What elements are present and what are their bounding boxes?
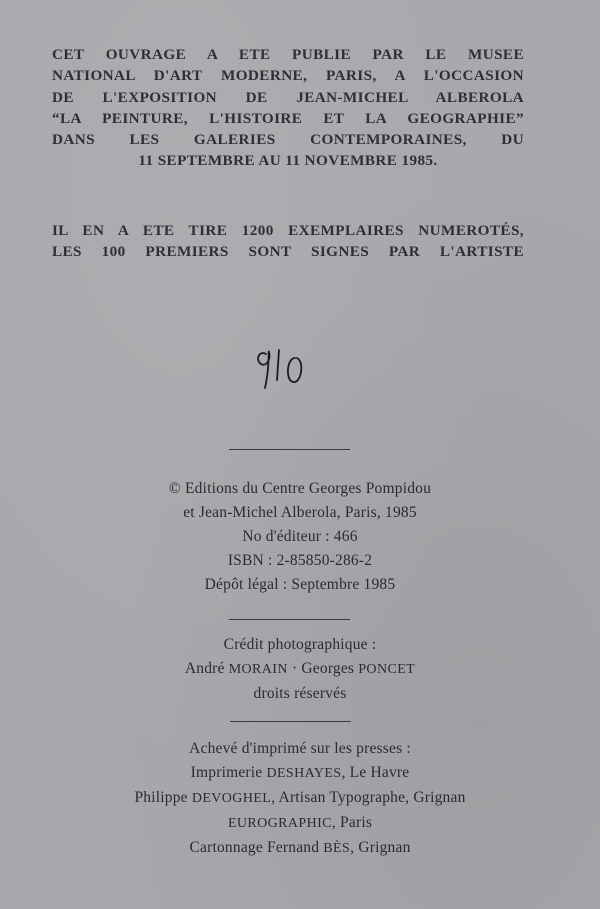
publisher-number: No d'éditeur : 466 bbox=[242, 528, 358, 545]
printer-2-caps: DEVOGHEL bbox=[191, 791, 272, 806]
printer-line-2 bbox=[40, 786, 560, 811]
photo-credit-names bbox=[40, 657, 560, 682]
printing-info bbox=[40, 737, 560, 861]
legal-deposit: Dépôt légal : Septembre 1985 bbox=[204, 576, 396, 593]
publication-notice bbox=[52, 44, 524, 172]
copyright-line: © Editions du Centre Georges Pompidou bbox=[168, 480, 432, 497]
printer-4-caps: BÈS bbox=[323, 841, 351, 856]
notice-line-6: 11 SEPTEMBRE AU 11 NOVEMBRE 1985. bbox=[138, 152, 438, 170]
printer-3-caps: EUROGRAPHIC bbox=[227, 816, 332, 831]
publisher-info bbox=[40, 477, 560, 597]
edition-line-2: LES 100 PREMIERS SONT SIGNES PAR L'ARTISTE bbox=[52, 243, 524, 261]
printer-2-b: , Artisan Typographe, Grignan bbox=[271, 789, 466, 806]
notice-line-5: DANS LES GALERIES CONTEMPORAINES, DU bbox=[52, 131, 524, 149]
printing-heading: Achevé d'imprimé sur les presses : bbox=[189, 740, 411, 757]
divider-3 bbox=[230, 721, 351, 722]
copyright-line-2: et Jean-Michel Alberola, Paris, 1985 bbox=[183, 504, 417, 521]
printer-1-caps: DESHAYES bbox=[266, 766, 342, 781]
isbn: ISBN : 2-85850-286-2 bbox=[227, 552, 373, 569]
photo-credits bbox=[40, 633, 560, 706]
printer-line-3 bbox=[40, 811, 560, 836]
photo-credit-heading: Crédit photographique : bbox=[223, 636, 377, 653]
notice-line-1: CET OUVRAGE A ETE PUBLIE PAR LE MUSEE bbox=[52, 46, 524, 63]
edition-notice bbox=[52, 220, 524, 263]
photographer-surname-2: PONCET bbox=[358, 662, 416, 677]
printer-1-b: , Le Havre bbox=[341, 764, 410, 781]
notice-line-4: “LA PEINTURE, L'HISTOIRE ET LA GEOGRAPHIE” bbox=[52, 109, 524, 127]
notice-line-2: NATIONAL D'ART MODERNE, PARIS, A L'OCCASION bbox=[52, 67, 524, 85]
printer-line-4 bbox=[40, 836, 560, 861]
divider-1 bbox=[229, 449, 350, 450]
edition-line-1: IL EN A ETE TIRE 1200 EXEMPLAIRES NUMEROTÉS, bbox=[52, 222, 524, 239]
printer-4-b: , Grignan bbox=[350, 839, 411, 856]
rights-reserved: droits réservés bbox=[253, 685, 347, 702]
photographer-surname-1: MORAIN bbox=[228, 662, 288, 677]
printer-1-a: Imprimerie bbox=[190, 764, 267, 781]
divider-2 bbox=[229, 619, 350, 620]
printer-3-b: , Paris bbox=[331, 814, 373, 831]
notice-line-3: DE L'EXPOSITION DE JEAN-MICHEL ALBEROLA bbox=[52, 88, 524, 106]
printer-2-a: Philippe bbox=[134, 789, 192, 806]
printer-line-1 bbox=[40, 761, 560, 786]
photographer-sep: · Georges bbox=[287, 660, 359, 677]
handwritten-copy-number bbox=[253, 336, 323, 396]
photographer-first: André bbox=[184, 660, 229, 677]
printer-4-a: Cartonnage Fernand bbox=[189, 839, 324, 856]
